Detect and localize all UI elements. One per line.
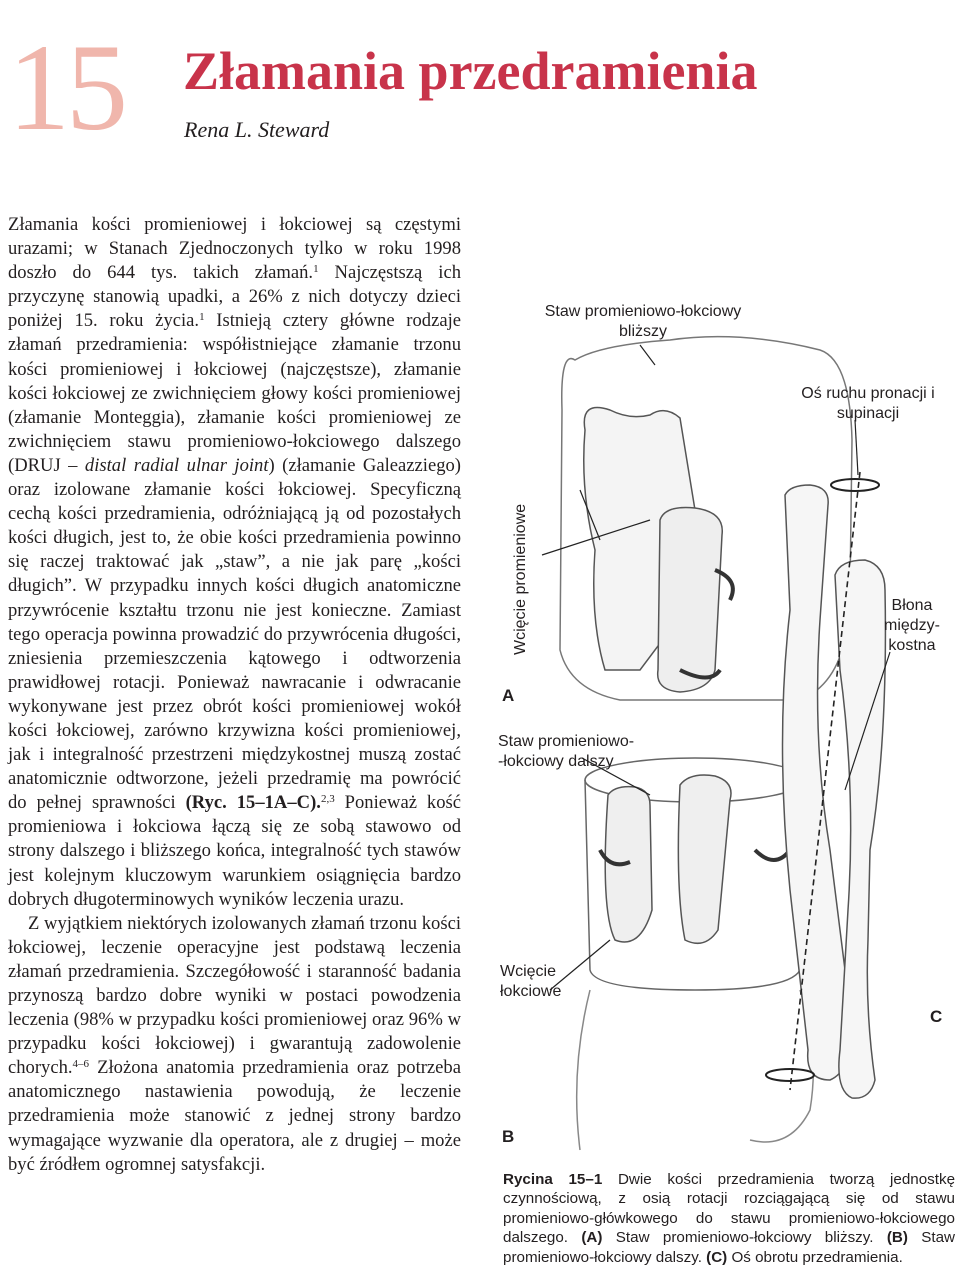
rotation-arrow-b2 [755,850,790,860]
leader-line [855,420,858,475]
caption-ref: (B) [886,1229,908,1247]
caption-ref: (A) [581,1229,603,1247]
body-text [8,213,461,1177]
text-run: Najczęstszą ich przyczynę stanowią upadki, a 26% z nich dotyczy dzieci poniżej 15. roku życia. [8,262,461,332]
label-distal-joint: Staw promieniowo- -łokciowy dalszy [498,733,635,770]
label-radial-notch: Wcięcie promieniowe [512,503,529,655]
axis-rotation-arrow-top [831,479,879,491]
axis-rotation-arrow-bottom [766,1069,814,1081]
caption-text: Staw promieniowo-łokciowy bliższy. [602,1229,887,1247]
panel-letter-c: C [930,1007,943,1026]
caption-text: Dwie kości przedramienia tworzą jednostkę czynnościową, z osią rotacji rozciągającą się od stawu promieniowo-główkowego do stawu promieniowo-łokciowego dalszego. [503,1171,956,1247]
text-run: Istnieją cztery główne rodzaje złamań przedramienia: współistniejące złamanie trzonu kości promieniowej i łokciowej (najczęstsze), złamanie kości łokciowej ze zwichnięciem głowy kości promieniowej (złamanie Monteggia), złamanie kości promieniowej ze zwichnięciem stawu promieniowo-łokciowego dalszego (DRUJ – [8,310,461,476]
figure-caption [503,1170,955,1267]
citation: 2,3 [320,793,335,806]
figure-reference: (Ryc. 15–1A–C). [185,792,321,814]
citation: 4–6 [72,1058,90,1071]
text-run: Złożona anatomia przedramienia oraz potrzeba anatomicznego nastawienia powodują, że leczenie przedramienia może stanowić z jednej strony bardzo wymagające wyzwanie dla operatora, ale z drugiej – może być źródłem ogromnej satysfakcji. [8,1057,461,1175]
panel-letter-a: A [502,686,515,705]
label-rotation-axis: Oś ruchu pronacji i supinacji [801,385,935,422]
text-run: Złamania kości promieniowej i łokciowej są częstymi urazami; w Stanach Zjednoczonych tylko w roku 1998 doszło do 644 tys. takich złamań. [8,214,461,284]
caption-label: Rycina 15–1 [503,1171,603,1188]
label-proximal-joint: Staw promieniowo-łokciowy bliższy [544,303,742,340]
ulna-distal [678,775,731,943]
panel-letter-b: B [502,1127,515,1146]
chapter-number: 15 [8,19,124,156]
caption-text: Staw promieniowo-łokciowy dalszy. [503,1229,956,1266]
citation: 1 [313,263,319,276]
caption-ref: (C) [706,1248,728,1266]
caption-text: Oś obrotu przedramienia. [727,1248,903,1266]
forearm-anatomy-figure [490,290,960,1160]
leader-line [640,345,655,365]
text-run: Z wyjątkiem niektórych izolowanych złamań trzonu kości łokciowej, leczenie operacyjne jest podstawą leczenia złamań przedramienia. Szczegółowość i staranność badania przynoszą bardzo dobre wyniki w postaci powodzenia leczenia (98% w przypadku kości promieniowej oraz 96% w przypadku kości łokciowej) i gwarantują zadowolenie chorych. [8,912,461,1079]
paragraph-1 [8,213,461,912]
chapter-author: Rena L. Steward [184,117,330,142]
label-interosseous-membrane: Błona między- kostna [883,597,940,654]
text-run: Ponieważ kość promieniowa i łokciowa łączą się ze sobą stawowo od strony dalszego i bliższego końca, integralność tych stawów jest kolejnym kluczowym warunkiem osiągnięcia bardzo dobrych długoterminowych wyników leczenia urazu. [8,792,462,910]
radius-head-a [658,508,723,693]
italic-term: distal radial ulnar joint [84,454,269,476]
citation: 1 [199,311,205,324]
text-run: ) (złamanie Galeazziego) oraz izolowane złamanie kości łokciowej. Specyficzną cechą kości przedramienia, odróżniającą ją od pozostałych kości długich, jest to, że obie kości przedramienia powinno się raczej traktować jak „staw”, a nie jak parę „kości długich”. W przypadku innych kości długich anatomiczne przywrócenie kształtu trzonu nie jest konieczne. Zamiast tego operacja powinna prowadzić do przywrócenia długości, zniesienia przemieszczenia kątowego i odtworzenia prawidłowej rotacji. Ponieważ nawracanie i odwracanie wykonywane jest przez obrót kości promieniowej wokół kości łokciowej, zarówno krzywizna kości promieniowej, jak i integralność przestrzeni międzykostnej muszą zostać anatomicznie odtworzone, jeżeli przedramię ma powrócić do pełnej sprawności [8,454,461,814]
paragraph-2 [8,912,461,1177]
chapter-title: Złamania przedramienia [183,41,758,101]
label-ulnar-notch: Wcięcie łokciowe [500,963,562,1000]
